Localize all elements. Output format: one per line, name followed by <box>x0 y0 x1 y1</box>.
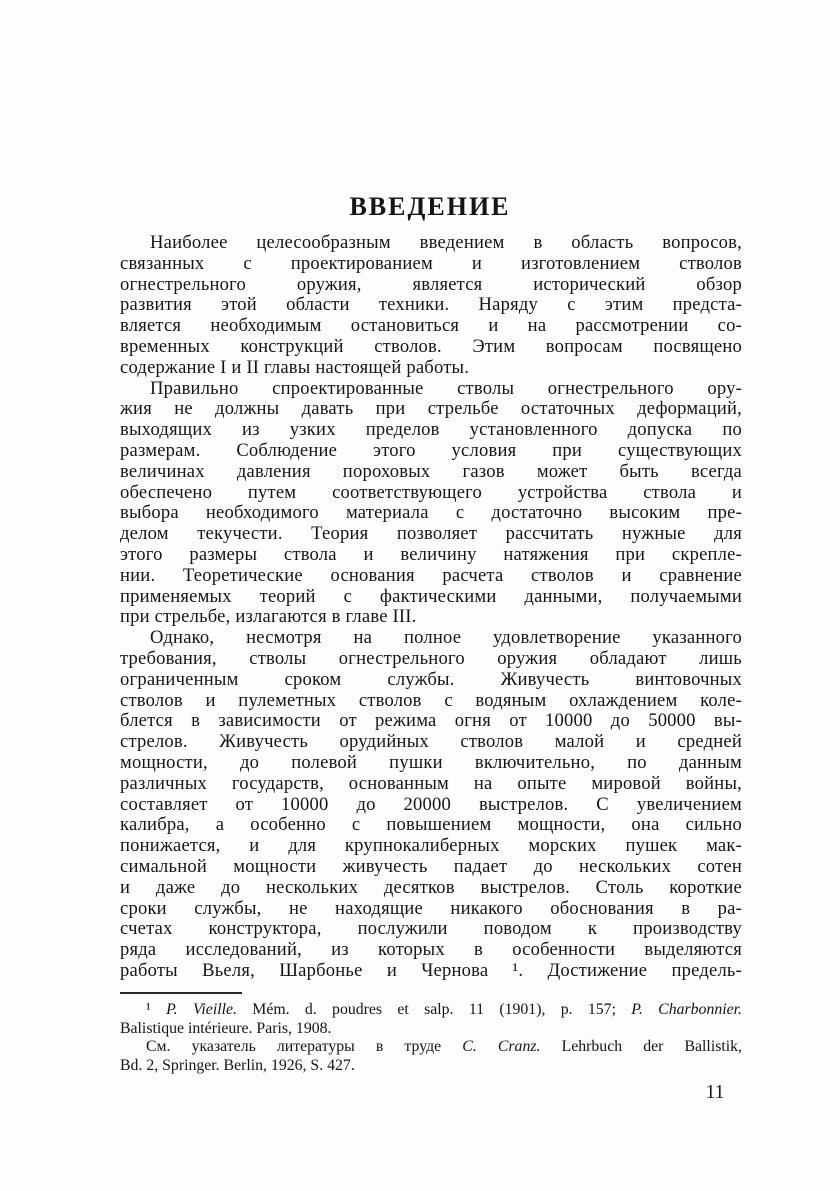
footnote-separator <box>120 992 242 994</box>
text-line: этого размеры ствола и величину натяжения при скрепле- <box>120 543 742 565</box>
text-line: развития этой области техники. Наряду с этим предста- <box>120 294 742 316</box>
text-line: огнестрельного оружия, является исторический обзор <box>120 273 742 295</box>
text-line: блется в зависимости от режима огня от 10000 до 50000 вы- <box>120 710 742 732</box>
text-line: временных конструкций стволов. Этим вопросам посвящено <box>120 335 742 357</box>
footnote-ref-name: C. Cranz. <box>462 1038 541 1056</box>
page-number: 11 <box>705 1082 725 1103</box>
text-line: вляется необходимым остановиться и на рассмотрении со- <box>120 315 742 337</box>
text-line: понижается, и для крупнокалиберных морских пушек мак- <box>120 835 742 857</box>
text-line: величинах давления пороховых газов может быть всегда <box>120 460 742 482</box>
text-line: работы Вьеля, Шарбонье и Чернова ¹. Достижение предель- <box>120 959 742 981</box>
text-line: обеспечено путем соответствующего устройства ствола и <box>120 481 742 503</box>
text-line: выбора необходимого материала с достаточно высоким пре- <box>120 502 742 524</box>
footnote-lines <box>120 1001 742 1075</box>
text-line: и даже до нескольких десятков выстрелов. Столь короткие <box>120 876 742 898</box>
footnote-line <box>120 1020 742 1039</box>
text-line: Правильно спроектированные стволы огнестрельного ору- <box>150 377 742 399</box>
footnote-line <box>120 1038 742 1057</box>
text-line: различных государств, основанным на опыте мировой войны, <box>120 772 742 794</box>
footnote-text: См. указатель литературы в труде <box>146 1038 463 1056</box>
text-line: связанных с проектированием и изготовлением стволов <box>120 252 742 274</box>
footnote-text: Balistique intérieure. Paris, 1908. <box>120 1019 332 1037</box>
footnote-text: Bd. 2, Springer. Berlin, 1926, S. 427. <box>120 1056 355 1074</box>
text-line: симальной мощности живучесть падает до нескольких сотен <box>120 855 742 877</box>
footnote <box>120 992 742 1075</box>
text-line: жия не должны давать при стрельбе остаточных деформаций, <box>120 398 742 420</box>
text-line: сроки службы, не находящие никакого обоснования в ра- <box>120 897 742 919</box>
text-line: калибра, а особенно с повышением мощности, она сильно <box>120 814 742 836</box>
text-line: нии. Теоретические основания расчета стволов и сравнение <box>120 564 742 586</box>
text-line: размерам. Соблюдение этого условия при существующих <box>120 439 742 461</box>
text-line: при стрельбе, излагаются в главе III. <box>120 606 417 628</box>
text-line: делом текучести. Теория позволяет рассчитать нужные для <box>120 523 742 545</box>
text-line: стрелов. Живучесть орудийных стволов малой и средней <box>120 731 742 753</box>
footnote-text: ¹ <box>146 1001 167 1018</box>
text-line: Наиболее целесообразным введением в область вопросов, <box>150 232 742 253</box>
text-line: мощности, до полевой пушки включительно, по данным <box>120 751 742 773</box>
text-line: счетах конструктора, послужили поводом к производству <box>120 918 742 940</box>
footnote-line <box>120 1001 742 1020</box>
footnote-line <box>120 1057 742 1076</box>
text-line: Однако, несмотря на полное удовлетворение указанного <box>150 627 742 649</box>
footnote-ref-name: P. Charbonnier. <box>631 1001 742 1018</box>
footnote-ref-name: P. Vieille. <box>166 1001 237 1018</box>
text-line: стволов и пулеметных стволов с водяным охлаждением коле- <box>120 689 742 711</box>
chapter-title: ВВЕДЕНИЕ <box>349 192 511 221</box>
text-line: требования, стволы огнестрельного оружия обладают лишь <box>120 647 742 669</box>
text-line: ограниченным сроком службы. Живучесть винтовочных <box>120 668 742 690</box>
footnote-text: Lehrbuch der Ballistik, <box>540 1038 742 1056</box>
text-line: применяемых теорий с фактическими данными, получаемыми <box>120 585 742 607</box>
text-line: ряда исследований, из которых в особенности выделяются <box>120 939 742 961</box>
text-line: содержание I и II главы настоящей работы. <box>120 356 470 378</box>
text-line: выходящих из узких пределов установленного допуска по <box>120 419 742 441</box>
body-text <box>120 233 742 982</box>
text-line: составляет от 10000 до 20000 выстрелов. С увеличением <box>120 793 742 815</box>
footnote-text: Mém. d. poudres et salp. 11 (1901), p. 157; <box>236 1001 632 1018</box>
